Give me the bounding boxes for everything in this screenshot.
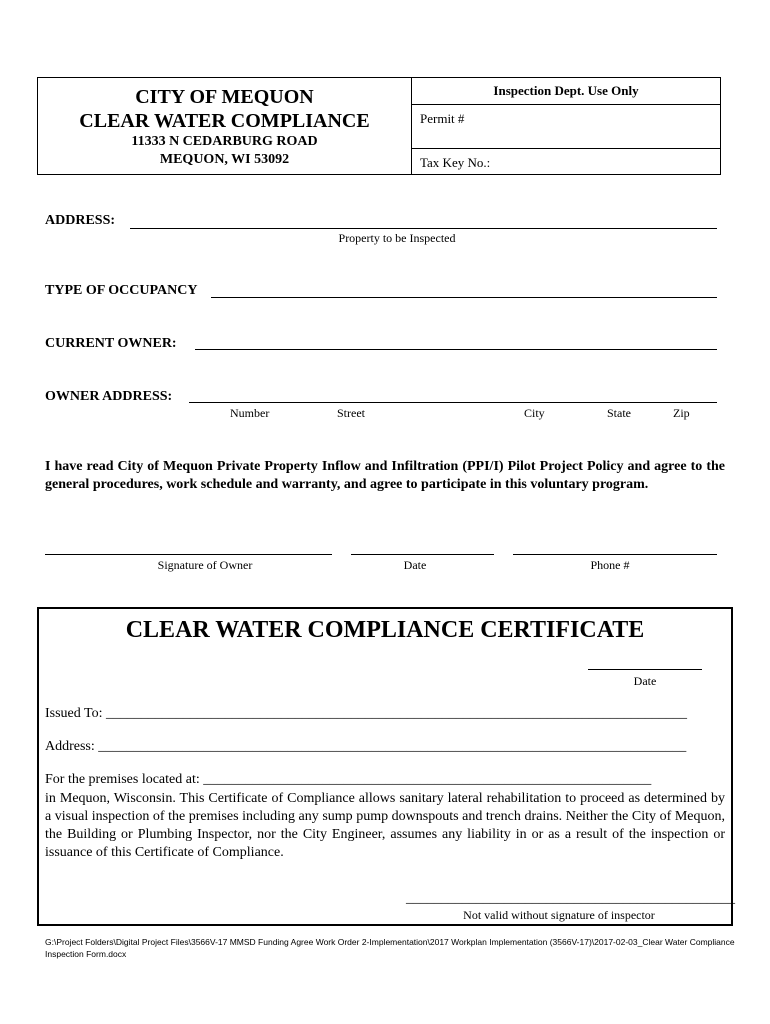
phone-caption: Phone # — [590, 558, 630, 572]
caption-number: Number — [230, 406, 270, 420]
city-name: CITY OF MEQUON — [135, 86, 314, 108]
occupancy-input-line[interactable] — [211, 297, 717, 298]
inspection-block — [412, 78, 720, 174]
city-street: 11333 N CEDARBURG ROAD — [131, 134, 318, 149]
certificate-body: in Mequon, Wisconsin. This Certificate of Compliance allows sanitary lateral rehabilitation to proceed as determined by a visual inspection of the premises including any sump pump downspouts and trench drains. Neither the City of Mequon, the Building or Plumbing Inspector, nor the City Engineer, assumes any liability in or as a result of the inspection or issuance of this Certificate of Compliance. — [45, 791, 725, 860]
caption-state: State — [607, 406, 631, 420]
certificate-box — [37, 607, 733, 926]
agreement-paragraph: I have read City of Mequon Private Property Inflow and Infiltration (PPI/I) Pilot Project Policy and agree to the general procedures, work schedule and warranty, and agree to participate in this voluntary program. — [45, 459, 725, 492]
taxkey-field[interactable] — [412, 149, 720, 177]
issued-to-field[interactable]: Issued To: ___________________________________________________________________________________ — [45, 706, 687, 721]
address-input-line[interactable] — [130, 228, 717, 229]
phone-signature-line[interactable] — [513, 554, 717, 555]
address-label: ADDRESS: — [45, 213, 116, 228]
owner-signature-caption: Signature of Owner — [157, 558, 253, 572]
taxkey-label: Tax Key No.: — [420, 155, 491, 170]
certificate-title: CLEAR WATER COMPLIANCE CERTIFICATE — [125, 617, 645, 643]
date-caption: Date — [403, 558, 427, 572]
caption-street: Street — [337, 406, 365, 420]
certificate-address-field[interactable]: Address: ____________________________________________________________________________________ — [45, 739, 687, 754]
premises-field[interactable]: For the premises located at: ________________________________________________________________ — [45, 772, 652, 787]
city-state-zip: MEQUON, WI 53092 — [159, 152, 290, 167]
header-box — [37, 77, 721, 175]
header-city-block — [38, 78, 412, 174]
certificate-date-caption: Date — [633, 674, 657, 688]
inspection-dept-label: Inspection Dept. Use Only — [412, 78, 720, 105]
form-title: CLEAR WATER COMPLIANCE — [79, 110, 370, 132]
permit-field[interactable] — [412, 105, 720, 149]
date-signature-line[interactable] — [351, 554, 494, 555]
caption-city: City — [524, 406, 545, 420]
footer-file-path: G:\Project Folders\Digital Project Files\3566V-17 MMSD Funding Agree Work Order 2-Implementation\2017 Workplan Implementation (3566V-17)\2017-02-03_Clear Water Compliance Inspection Form.docx — [45, 937, 735, 959]
address-caption: Property to be Inspected — [338, 231, 456, 245]
owner-input-line[interactable] — [195, 349, 717, 350]
occupancy-label: TYPE OF OCCUPANCY — [45, 283, 198, 298]
owner-address-input-line[interactable] — [189, 402, 717, 403]
certificate-date-line[interactable] — [588, 669, 702, 670]
owner-signature-line[interactable] — [45, 554, 332, 555]
owner-label: CURRENT OWNER: — [45, 336, 177, 351]
inspector-signature-line[interactable]: _______________________________________________ — [406, 891, 735, 906]
caption-zip: Zip — [673, 406, 690, 420]
permit-label: Permit # — [420, 111, 465, 126]
owner-address-label: OWNER ADDRESS: — [45, 389, 173, 404]
inspector-caption: Not valid without signature of inspector — [463, 908, 655, 922]
